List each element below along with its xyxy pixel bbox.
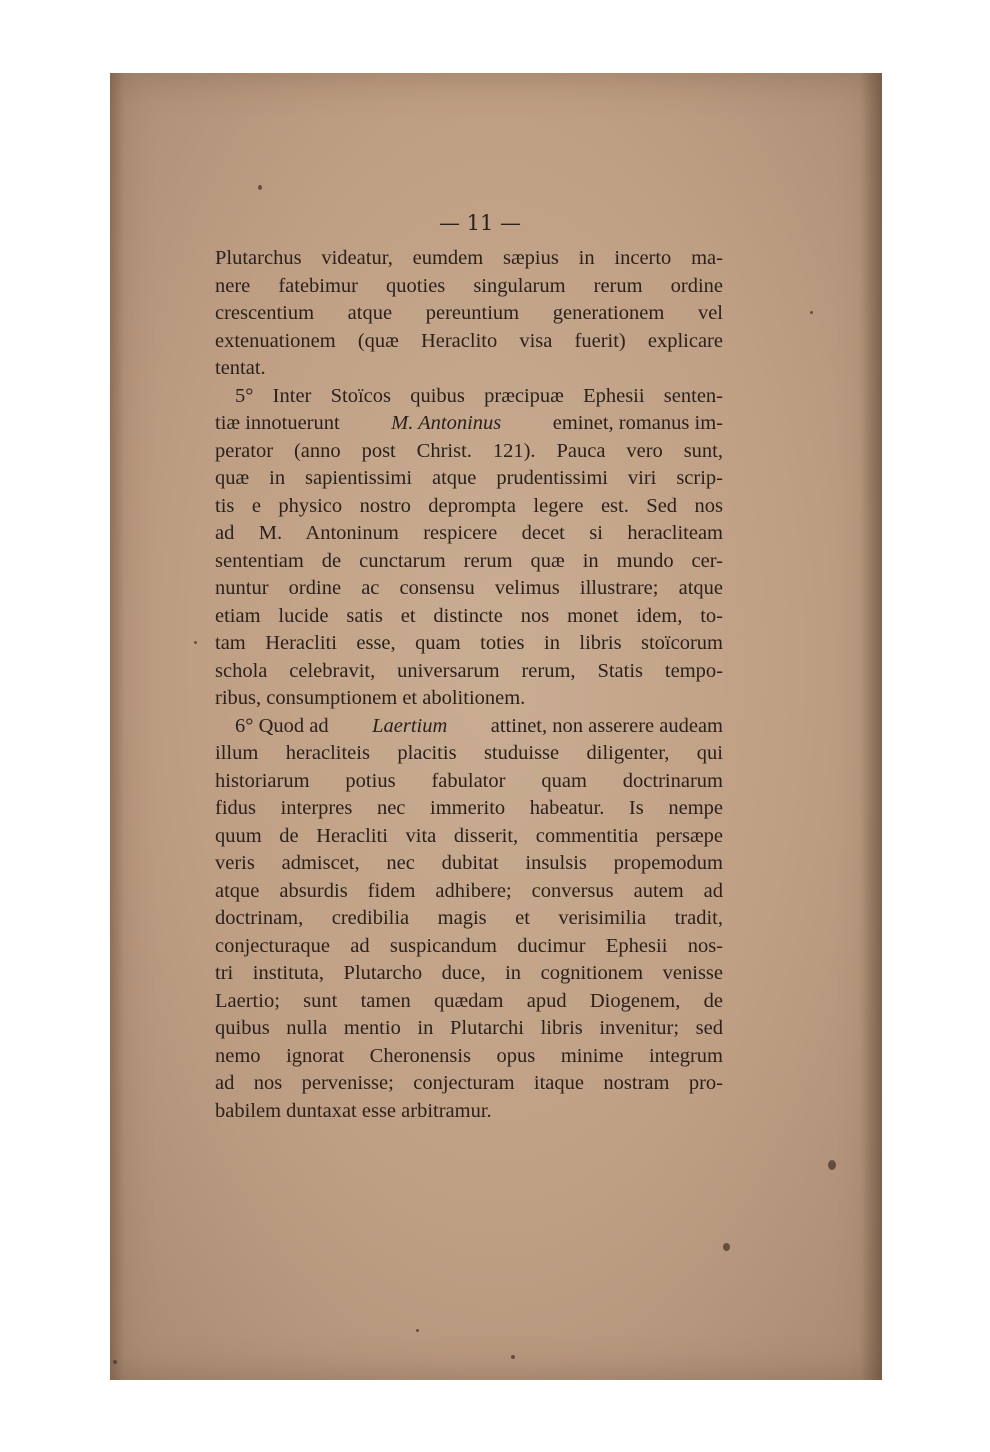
text-line: tam Heracliti esse, quam toties in libris stoïcorum bbox=[215, 632, 723, 654]
page-number: — 11 — bbox=[438, 211, 522, 235]
text-line: veris admiscet, nec dubitat insulsis propemodum bbox=[215, 852, 723, 874]
text-line: quum de Heracliti vita disserit, commentitia persæpe bbox=[215, 824, 723, 847]
text-line: crescentium atque pereuntium generationem vel bbox=[215, 302, 723, 324]
text-line: atque absurdis fidem adhibere; conversus autem ad bbox=[215, 879, 723, 902]
text-line: historiarum potius fabulator quam doctrinarum bbox=[215, 769, 723, 792]
name-antoninus: M. Antoninus bbox=[391, 412, 502, 434]
text-fragment: 6° Quod ad bbox=[235, 714, 329, 737]
body-text bbox=[215, 245, 723, 1125]
text-line: perator (anno post Christ. 121). Pauca vero sunt, bbox=[215, 439, 723, 462]
text-line: doctrinam, credibilia magis et verisimilia tradit, bbox=[215, 907, 723, 929]
left-page-shadow bbox=[110, 73, 124, 1380]
text-line: tri instituta, Plutarcho duce, in cognitionem venisse bbox=[215, 962, 723, 984]
text-line: extenuationem (quæ Heraclito visa fuerit) explicare bbox=[215, 329, 723, 352]
ink-speck bbox=[194, 641, 197, 644]
text-line: conjecturaque ad suspicandum ducimur Ephesii nos- bbox=[215, 934, 723, 957]
text-line: ribus, consumptionem et abolitionem. bbox=[215, 687, 526, 709]
text-line bbox=[215, 410, 723, 438]
text-line: illum heracliteis placitis studuisse diligenter, qui bbox=[215, 742, 723, 764]
scanned-page bbox=[110, 73, 882, 1380]
ink-speck bbox=[810, 311, 813, 314]
right-page-shadow bbox=[860, 73, 882, 1380]
text-line: quæ in sapientissimi atque prudentissimi viri scrip- bbox=[215, 467, 723, 489]
text-line: etiam lucide satis et distincte nos monet idem, to- bbox=[215, 604, 723, 627]
text-fragment: tiæ innotuerunt bbox=[215, 412, 340, 434]
text-line: tis e physico nostro deprompta legere est. Sed nos bbox=[215, 494, 723, 517]
text-line: Plutarchus videatur, eumdem sæpius in incerto ma- bbox=[215, 247, 723, 269]
text-fragment: eminet, romanus im- bbox=[552, 412, 723, 434]
section-6-start bbox=[215, 713, 723, 741]
text-line: tentat. bbox=[215, 357, 266, 379]
ink-speck bbox=[723, 1243, 730, 1251]
text-line: sententiam de cunctarum rerum quæ in mundo cer- bbox=[215, 549, 723, 572]
text-line: schola celebravit, universarum rerum, Statis tempo- bbox=[215, 659, 723, 682]
text-line: fidus interpres nec immerito habeatur. Is nempe bbox=[215, 797, 723, 819]
text-line: Laertio; sunt tamen quædam apud Diogenem, de bbox=[215, 989, 723, 1012]
ink-speck bbox=[113, 1360, 117, 1364]
ink-speck bbox=[511, 1355, 515, 1359]
ink-speck bbox=[416, 1329, 419, 1332]
text-line: ad M. Antoninum respicere decet si heracliteam bbox=[215, 522, 723, 544]
text-line: quibus nulla mentio in Plutarchi libris invenitur; sed bbox=[215, 1017, 723, 1039]
text-fragment: attinet, non asserere audeam bbox=[490, 714, 723, 737]
ink-speck bbox=[258, 185, 262, 190]
text-line: nemo ignorat Cheronensis opus minime integrum bbox=[215, 1044, 723, 1067]
text-line: babilem duntaxat esse arbitramur. bbox=[215, 1099, 492, 1122]
text-line: nuntur ordine ac consensu velimus illustrare; atque bbox=[215, 577, 723, 599]
text-line: ad nos pervenisse; conjecturam itaque nostram pro- bbox=[215, 1072, 723, 1094]
section-5-start: 5° Inter Stoïcos quibus præcipuæ Ephesii senten- bbox=[235, 384, 723, 407]
ink-speck bbox=[828, 1160, 836, 1170]
text-line: nere fatebimur quoties singularum rerum ordine bbox=[215, 274, 723, 297]
name-laertium: Laertium bbox=[372, 714, 448, 737]
